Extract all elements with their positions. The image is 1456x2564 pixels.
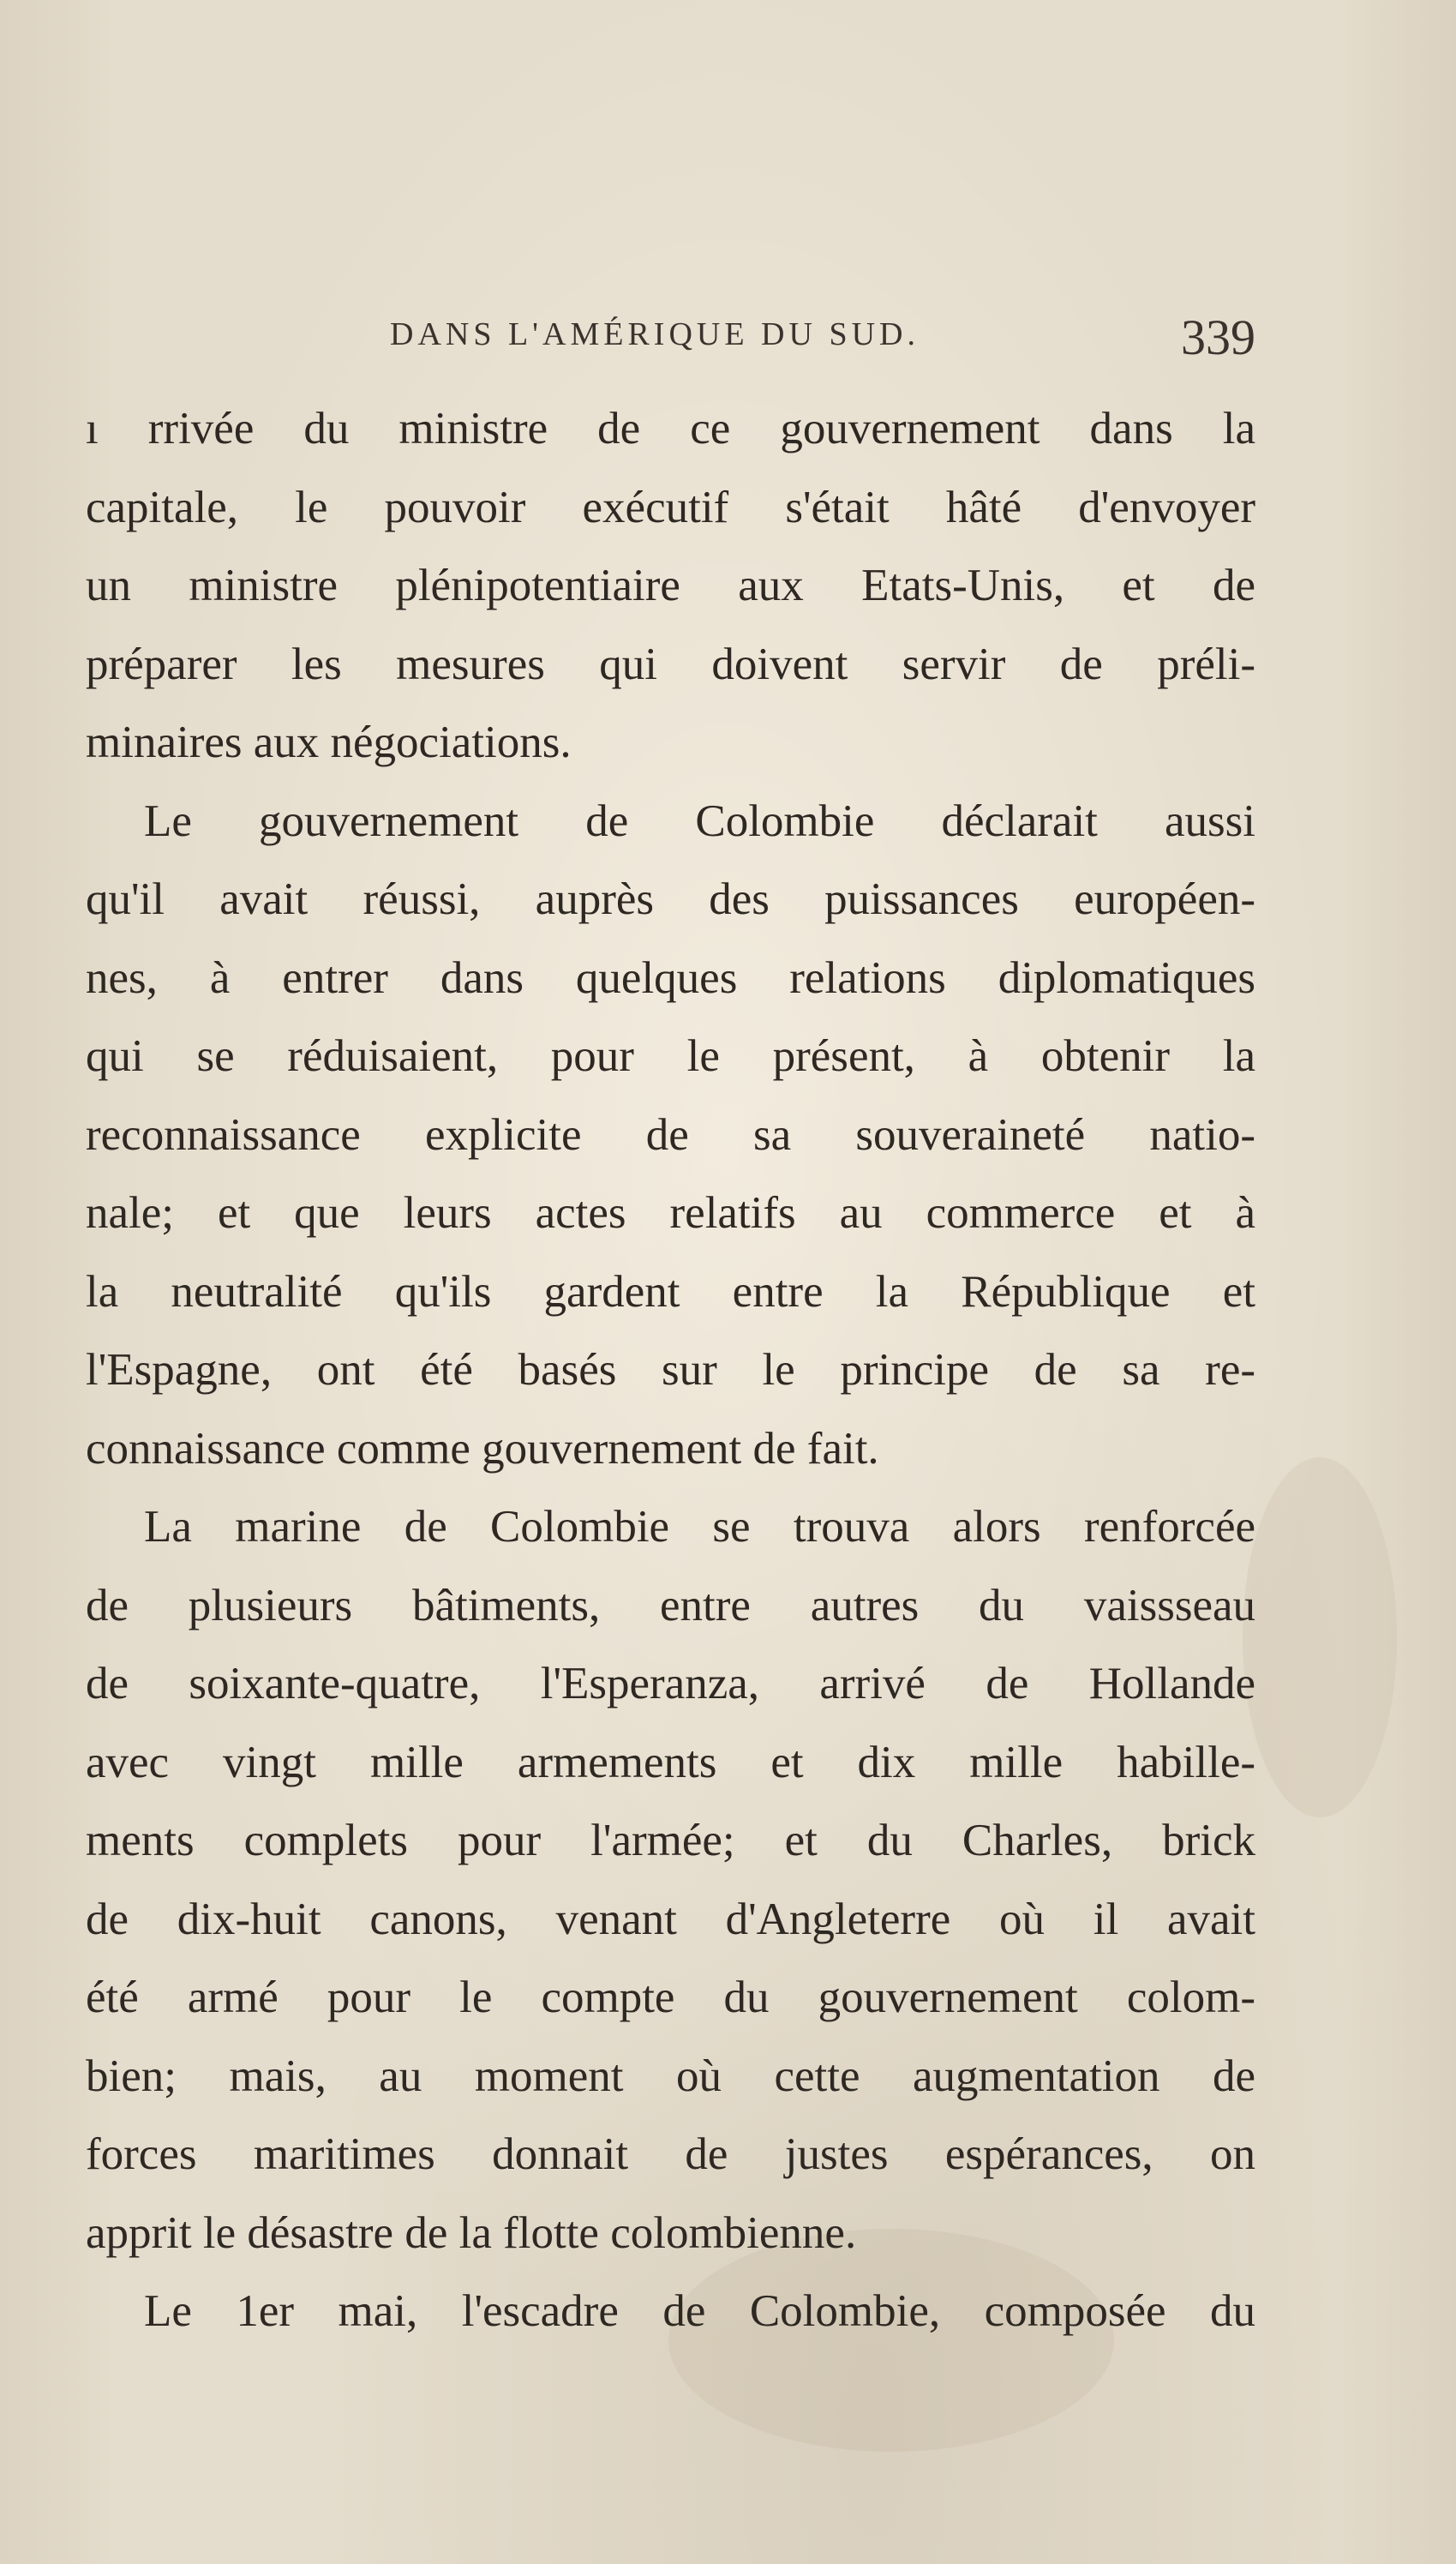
text-line: été armé pour le compte du gouvernement colom-: [86, 1973, 1255, 2022]
running-head: [390, 309, 1255, 369]
text-line: bien; mais, au moment où cette augmentation de: [86, 2051, 1255, 2101]
paragraph-start-line: La marine de Colombie se trouva alors renforcée: [144, 1502, 1255, 1552]
page-number: 339: [1181, 309, 1255, 365]
text-line: de soixante-quatre, l'Esperanza, arrivé de Hollande: [86, 1659, 1255, 1708]
text-line: l'Espagne, ont été basés sur le principe de sa re-: [86, 1345, 1255, 1395]
text-line: ments complets pour l'armée; et du Charles, brick: [86, 1816, 1255, 1865]
text-line: qui se réduisaient, pour le présent, à obtenir la: [86, 1031, 1255, 1081]
text-line: de plusieurs bâtiments, entre autres du vaissseau: [86, 1580, 1255, 1630]
paragraph-start-line: Le gouvernement de Colombie déclarait aussi: [144, 796, 1255, 846]
text-line: la neutralité qu'ils gardent entre la République et: [86, 1266, 1255, 1317]
body-text: [86, 390, 1255, 2351]
text-line: apprit le désastre de la flotte colombienne.: [86, 2207, 857, 2258]
text-line: un ministre plénipotentiaire aux Etats-Unis, et de: [86, 561, 1255, 610]
text-line: avec vingt mille armements et dix mille habille-: [86, 1737, 1255, 1787]
paper-stain: [1243, 1457, 1397, 1817]
paragraph-start-line: Le 1er mai, l'escadre de Colombie, composée du: [144, 2286, 1255, 2336]
text-line: qu'il avait réussi, auprès des puissances européen-: [86, 874, 1255, 924]
text-line: minaires aux négociations.: [86, 718, 572, 767]
running-title: DANS L'AMÉRIQUE DU SUD.: [390, 316, 920, 352]
text-line: reconnaissance explicite de sa souveraineté natio-: [86, 1109, 1255, 1160]
text-line: ı rrivée du ministre de ce gouvernement dans la: [86, 404, 1255, 453]
text-line: capitale, le pouvoir exécutif s'était hâté d'envoyer: [86, 482, 1255, 532]
text-line: de dix-huit canons, venant d'Angleterre où il avait: [86, 1894, 1255, 1944]
text-line: nale; et que leurs actes relatifs au commerce et à: [86, 1188, 1255, 1238]
text-line: forces maritimes donnait de justes espérances, on: [86, 2129, 1255, 2179]
text-line: préparer les mesures qui doivent servir de préli-: [86, 639, 1255, 689]
text-line: connaissance comme gouvernement de fait.: [86, 1423, 879, 1474]
text-line: nes, à entrer dans quelques relations diplomatiques: [86, 952, 1255, 1003]
